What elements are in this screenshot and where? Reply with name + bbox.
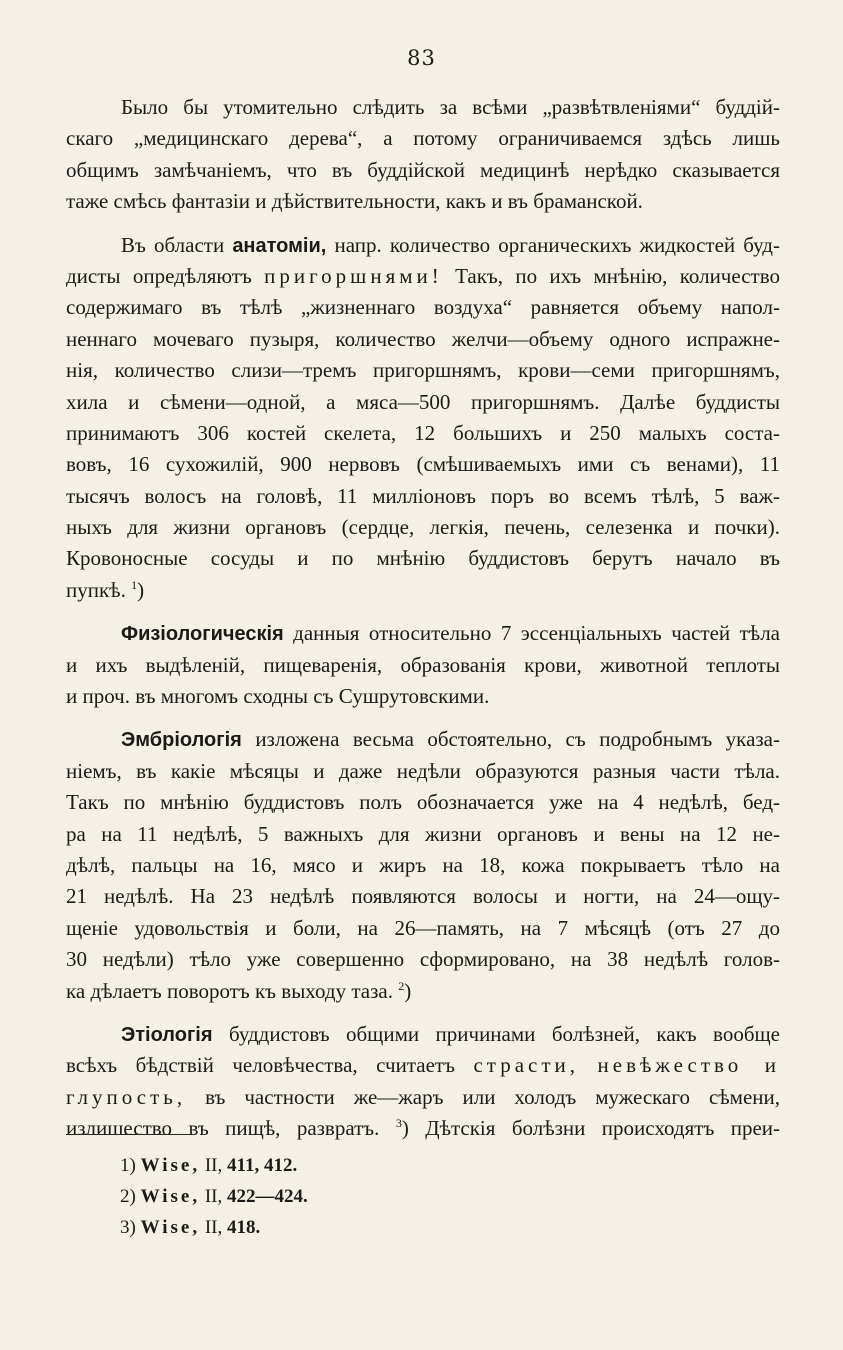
text-line: и ихъ выдѣленій, пищеваренія, образованія крови, животной теплоты	[66, 652, 780, 677]
footnote-ref: 1	[131, 577, 138, 592]
text-span: дисты опредѣляютъ	[66, 263, 252, 288]
text-span: излишество въ пищѣ, развратъ.	[66, 1116, 380, 1141]
footnote	[120, 1212, 308, 1243]
footnote-pages: 411, 412.	[227, 1155, 298, 1176]
footnote-volume: II,	[204, 1217, 223, 1238]
text-line	[66, 261, 780, 292]
footnote-mark: 2)	[120, 1186, 136, 1207]
paragraph-physiology	[66, 618, 780, 712]
paragraph-etiology	[66, 1019, 780, 1145]
text-line: скаго „медицинскаго дерева“, а потому ограничиваемся здѣсь лишь	[66, 126, 780, 151]
text-line: щеніе удовольствія и боли, на 26—память, на 7 мѣсяцѣ (отъ 27 до	[66, 915, 780, 940]
paragraph-intro	[66, 92, 780, 218]
text-line	[66, 230, 780, 261]
spaced-emphasis: пригоршнями!	[264, 263, 443, 288]
text-line	[66, 724, 780, 755]
footnote-ref: 2	[398, 978, 405, 993]
text-line	[66, 1113, 780, 1144]
footnote-pages: 418.	[227, 1217, 261, 1238]
spaced-emphasis: страсти,	[473, 1053, 580, 1078]
footnote-volume: II,	[204, 1155, 223, 1176]
text-span: Такъ, по ихъ мнѣнію, количество	[455, 263, 780, 288]
text-line: 30 недѣли) тѣло уже совершенно сформировано, на 38 недѣлѣ голов-	[66, 947, 780, 972]
text-line: нія, количество слизи—тремъ пригоршнямъ, крови—семи пригоршнямъ,	[66, 358, 780, 383]
footnote-mark: 3)	[120, 1217, 136, 1238]
footnote-ref: 3	[395, 1116, 402, 1131]
text-line: Было бы утомительно слѣдить за всѣми „развѣтвленіями“ буддій-	[121, 95, 780, 119]
text-line: ныхъ для жизни органовъ (сердце, легкія, печень, селезенка и почки).	[66, 515, 780, 540]
text-line: ра на 11 недѣлѣ, 5 важныхъ для жизни органовъ и вены на 12 не-	[66, 821, 780, 846]
text-span: въ частности же—жаръ или холодъ мужескаго сѣмени,	[205, 1084, 781, 1109]
text-line: общимъ замѣчаніемъ, что въ буддійской медицинѣ нерѣдко сказывается	[66, 157, 780, 182]
footnote-author: Wise,	[140, 1186, 201, 1207]
text-line: вовъ, 16 сухожилій, 900 нервовъ (смѣшиваемыхъ ими съ венами), 11	[66, 452, 780, 477]
footnote-volume: II,	[204, 1186, 223, 1207]
text-span: напр. количество органическихъ жидкостей буд-	[334, 232, 780, 257]
text-line: Кровоносные сосуды и по мнѣнію буддистовъ берутъ начало въ	[66, 546, 780, 571]
footnotes	[120, 1150, 308, 1243]
text-span: )	[404, 978, 412, 1003]
text-line: 21 недѣлѣ. На 23 недѣлѣ появляются волосы и ногти, на 24—ощу-	[66, 884, 780, 909]
paragraph-anatomy	[66, 230, 780, 607]
section-term-anatomy: анатоміи,	[232, 234, 327, 257]
text-span: данныя относительно 7 эссенціальныхъ частей тѣла	[293, 621, 780, 646]
footnote-pages: 422—424.	[227, 1186, 308, 1207]
footnote	[120, 1181, 308, 1212]
text-span: всѣхъ бѣдствій человѣчества, считаетъ	[66, 1053, 455, 1078]
footnote-author: Wise,	[140, 1155, 201, 1176]
text-span: ка дѣлаетъ поворотъ къ выходу таза.	[66, 978, 393, 1003]
text-line: содержимаго въ тѣлѣ „жизненнаго воздуха“ равняется объему напол-	[66, 295, 780, 320]
text-line	[66, 1050, 780, 1081]
text-span: изложена весьма обстоятельно, съ подробнымъ указа-	[255, 727, 780, 752]
text-line: неннаго мочеваго пузыря, количество желчи—объему одного испражне-	[66, 326, 780, 351]
text-span: Въ области	[121, 232, 225, 257]
text-line: тысячъ волосъ на головѣ, 11 милліоновъ поръ во всемъ тѣлѣ, 5 важ-	[66, 483, 780, 508]
text-span: )	[137, 577, 145, 602]
section-term-etiology: Этіологія	[121, 1023, 213, 1046]
spaced-emphasis: невѣжество и	[597, 1053, 781, 1078]
text-line	[66, 976, 780, 1007]
body-text	[66, 92, 780, 1157]
text-line	[66, 618, 780, 649]
text-line: принимаютъ 306 костей скелета, 12 большихъ и 250 малыхъ соста-	[66, 420, 780, 445]
text-line: и проч. въ многомъ сходны съ Сушрутовскими.	[66, 684, 490, 709]
page-number: 83	[407, 46, 436, 70]
footnote-author: Wise,	[140, 1217, 201, 1238]
text-line: дѣлѣ, пальцы на 16, мясо и жиръ на 18, кожа покрываетъ тѣло на	[66, 852, 780, 877]
paragraph-embryology	[66, 724, 780, 1007]
text-line: ніемъ, въ какіе мѣсяцы и даже недѣли образуются разныя части тѣла.	[66, 758, 780, 783]
section-term-physiology: Физіологическія	[121, 623, 284, 646]
spaced-emphasis: глупость,	[66, 1084, 187, 1109]
text-line	[66, 1082, 780, 1113]
text-span: пупкѣ.	[66, 577, 126, 602]
text-line: Такъ по мнѣнію буддистовъ полъ обозначается уже на 4 недѣлѣ, бед-	[66, 790, 780, 815]
footnote-divider	[66, 1134, 191, 1135]
section-term-embryology: Эмбріологія	[121, 729, 242, 752]
text-line	[66, 575, 780, 606]
footnote-mark: 1)	[120, 1155, 136, 1176]
footnote	[120, 1150, 308, 1181]
text-line	[66, 1019, 780, 1050]
text-line: хила и сѣмени—одной, а мяса—500 пригоршнямъ. Далѣе буддисты	[66, 389, 780, 414]
text-span: ) Дѣтскія болѣзни происходятъ преи-	[401, 1116, 781, 1141]
text-line: таже смѣсь фантазіи и дѣйствительности, какъ и въ браманской.	[66, 189, 643, 214]
text-span: буддистовъ общими причинами болѣзней, какъ вообще	[228, 1021, 780, 1046]
